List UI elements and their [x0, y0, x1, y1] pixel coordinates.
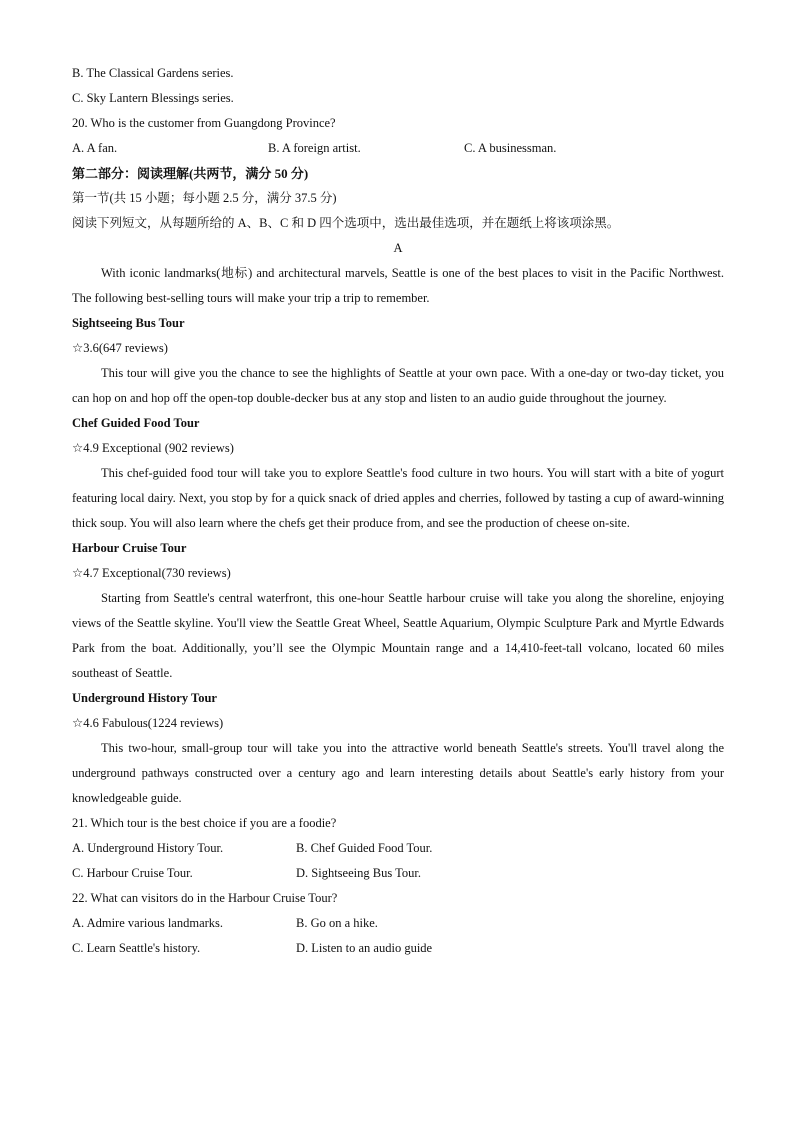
- question-20-options: [72, 136, 724, 161]
- q21-option-d: D. Sightseeing Bus Tour.: [296, 866, 421, 880]
- q21-option-c: C. Harbour Cruise Tour.: [72, 866, 193, 880]
- q21-option-b: B. Chef Guided Food Tour.: [296, 841, 433, 855]
- tour-desc-sightseeing: This tour will give you the chance to see the highlights of Seattle at your own pace. With a one-day or two-day ticket, you can hop on and hop off the open-top double-decker bus at any stop and listen to an audio guide throughout the journey.: [72, 366, 724, 405]
- q21-option-a: A. Underground History Tour.: [72, 841, 224, 855]
- tour-desc-underground: This two-hour, small-group tour will take you into the attractive world beneath Seattle's streets. You'll travel along the underground pathways constructed over a century ago and learn interesting details about Seattle's early history from your knowledgeable guide.: [72, 741, 724, 805]
- section-subtitle: 第一节(共 15 小题；每小题 2.5 分，满分 37.5 分): [72, 191, 337, 205]
- section-instruction: 阅读下列短文，从每题所给的 A、B、C 和 D 四个选项中，选出最佳选项，并在题纸上将该项涂黑。: [72, 216, 620, 230]
- question-21-options-row2: [72, 861, 724, 886]
- q22-option-c: C. Learn Seattle's history.: [72, 941, 201, 955]
- tour-rating-food: ☆4.9 Exceptional (902 reviews): [72, 441, 234, 455]
- tour-rating-sightseeing: ☆3.6(647 reviews): [72, 341, 168, 355]
- q20-option-a: A. A fan.: [72, 141, 118, 155]
- question-21-options-row1: [72, 836, 724, 861]
- section-title: 第二部分：阅读理解(共两节，满分 50 分): [72, 166, 309, 181]
- passage-label: A: [393, 241, 403, 255]
- tour-title-underground: Underground History Tour: [72, 691, 217, 705]
- q22-option-b: B. Go on a hike.: [296, 916, 378, 930]
- question-21: 21. Which tour is the best choice if you are a foodie?: [72, 816, 337, 830]
- q20-option-b: B. A foreign artist.: [268, 141, 361, 155]
- option-c-q19: C. Sky Lantern Blessings series.: [72, 91, 234, 105]
- q20-option-c: C. A businessman.: [464, 141, 557, 155]
- q22-option-a: A. Admire various landmarks.: [72, 916, 224, 930]
- tour-title-food: Chef Guided Food Tour: [72, 416, 200, 430]
- tour-title-sightseeing: Sightseeing Bus Tour: [72, 316, 185, 330]
- tour-rating-underground: ☆4.6 Fabulous(1224 reviews): [72, 716, 224, 730]
- question-22-options-row2: [72, 936, 724, 961]
- tour-title-harbour: Harbour Cruise Tour: [72, 541, 187, 555]
- question-22-options-row1: [72, 911, 724, 936]
- option-b-q19: B. The Classical Gardens series.: [72, 66, 234, 80]
- passage-intro: With iconic landmarks(地标) and architectural marvels, Seattle is one of the best places to visit in the Pacific Northwest. The following best-selling tours will make your trip a trip to remember.: [72, 266, 724, 305]
- question-22: 22. What can visitors do in the Harbour Cruise Tour?: [72, 891, 338, 905]
- question-20: 20. Who is the customer from Guangdong Province?: [72, 116, 336, 130]
- q22-option-d: D. Listen to an audio guide: [296, 941, 433, 955]
- tour-rating-harbour: ☆4.7 Exceptional(730 reviews): [72, 566, 231, 580]
- document-page: [72, 61, 724, 961]
- tour-desc-food: This chef-guided food tour will take you to explore Seattle's food culture in two hours. You will start with a bite of yogurt featuring local dairy. Next, you stop by for a quick snack of dried apples and cherries, followed by tasting a cup of award-winning thick soup. You will also learn where the chefs get their produce from, and see the production of cheese on-site.: [72, 466, 724, 530]
- tour-desc-harbour: Starting from Seattle's central waterfront, this one-hour Seattle harbour cruise will take you along the shoreline, enjoying views of the Seattle skyline. You'll view the Seattle Great Wheel, Seattle Aquarium, Olympic Sculpture Park and Myrtle Edwards Park from the boat. Additionally, you’ll see the Olympic Mountain range and a 14,410-feet-tall volcano, located 60 miles southeast of Seattle.: [72, 591, 724, 680]
